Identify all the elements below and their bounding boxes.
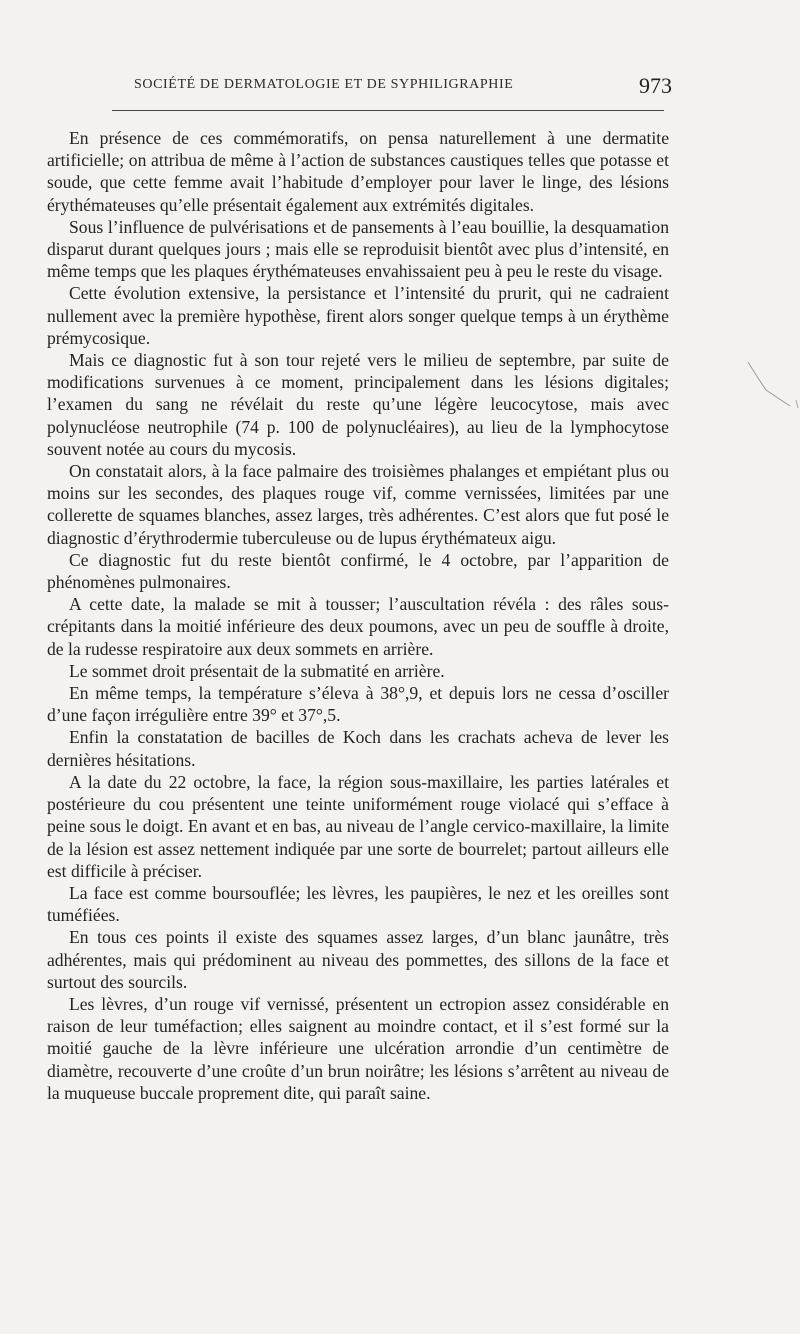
paragraph: Enfin la constatation de bacilles de Koch dans les crachats acheva de lever les dernières hésitations. xyxy=(47,727,669,770)
paragraph: Sous l’influence de pulvérisations et de pansements à l’eau bouillie, la desquamation disparut durant quelques jours ; mais elle se reproduisit bientôt avec plus d’intensité, en même temps que les plaques érythémateuses envahissaient peu à peu le reste du visage. xyxy=(47,216,669,282)
running-head: SOCIÉTÉ DE DERMATOLOGIE ET DE SYPHILIGRAPHIE xyxy=(134,77,514,92)
body-text xyxy=(47,127,669,1104)
paragraph: Le sommet droit présentait de la submatité en arrière. xyxy=(69,660,445,681)
paragraph: En présence de ces commémoratifs, on pensa naturellement à une dermatite artificielle; on attribua de même à l’action de substances caustiques telles que potasse et soude, que cette femme avait l’habitude d’employer pour laver le linge, des lésions érythémateuses qu’elle présentait également aux extrémités digitales. xyxy=(47,128,669,215)
paragraph: Mais ce diagnostic fut à son tour rejeté vers le milieu de septembre, par suite de modifications survenues à ce moment, principalement dans les lésions digitales; l’examen du sang ne révélait du reste qu’une légère leucocytose, mais avec polynucléose neutrophile (74 p. 100 de polynucléaires), au lieu de la lymphocytose souvent notée au cours du mycosis. xyxy=(47,350,669,459)
paragraph: A la date du 22 octobre, la face, la région sous-maxillaire, les parties latérales et postérieure du cou présentent une teinte uniformément rouge violacé qui s’efface à peine sous le doigt. En avant et en bas, au niveau de l’angle cervico-maxillaire, la limite de la lésion est assez nettement indiquée par une sorte de bourrelet; partout ailleurs elle est difficile à préciser. xyxy=(47,771,669,881)
paragraph: La face est comme boursouflée; les lèvres, les paupières, le nez et les oreilles sont tuméfiées. xyxy=(47,882,669,926)
margin-scratch-mark xyxy=(746,360,800,410)
page-header xyxy=(112,73,672,99)
paragraph: Cette évolution extensive, la persistance et l’intensité du prurit, qui ne cadraient nullement avec la première hypothèse, firent alors songer quelque temps à un érythème prémycosique. xyxy=(47,283,669,348)
paragraph: En même temps, la température s’éleva à 38°,9, et depuis lors ne cessa d’osciller d’une façon irrégulière entre 39° et 37°,5. xyxy=(47,683,669,726)
paragraph: On constatait alors, à la face palmaire des troisièmes phalanges et empiétant plus ou moins sur les secondes, des plaques rouge vif, comme vernissées, limitées par une collerette de squames blanches, assez larges, très adhérentes. C’est alors que fut posé le diagnostic d’érythrodermie tuberculeuse ou de lupus érythémateux aigu. xyxy=(47,461,669,548)
header-rule xyxy=(112,110,664,111)
paragraph: A cette date, la malade se mit à tousser; l’auscultation révéla : des râles sous-crépitants dans la moitié inférieure des deux poumons, avec un peu de souffle à droite, de la rudesse respiratoire aux deux sommets en arrière. xyxy=(47,594,669,659)
paragraph: Ce diagnostic fut du reste bientôt confirmé, le 4 octobre, par l’apparition de phénomènes pulmonaires. xyxy=(47,549,669,593)
paragraph: En tous ces points il existe des squames assez larges, d’un blanc jaunâtre, très adhérentes, mais qui prédominent au niveau des pommettes, des sillons de la face et surtout des sourcils. xyxy=(47,927,669,992)
paragraph: Les lèvres, d’un rouge vif vernissé, présentent un ectropion assez considérable en raison de leur tuméfaction; elles saignent au moindre contact, et il s’est formé sur la moitié gauche de la lèvre inférieure une ulcération arrondie d’un centimètre de diamètre, recouverte d’une croûte d’un brun noirâtre; les lésions s’arrêtent au niveau de la muqueuse buccale proprement dite, qui paraît saine. xyxy=(47,993,669,1103)
page-number: 973 xyxy=(639,73,672,98)
